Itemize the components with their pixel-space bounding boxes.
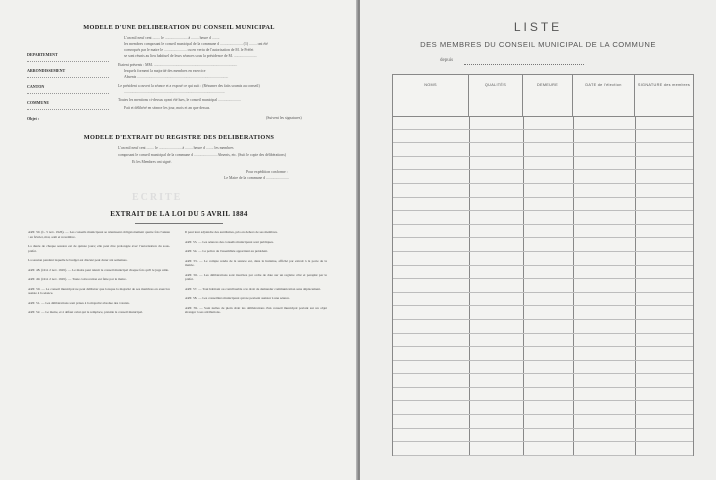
side-labels bbox=[27, 52, 113, 121]
law-article-paragraph: ART. 58. — Les conseillers municipaux qui ne peuvent assister à une séance. bbox=[185, 296, 290, 300]
law-article-paragraph: La session pendant laquelle le budget est discuté peut durer six semaines. bbox=[28, 258, 128, 262]
liste-subtitle: DES MEMBRES DU CONSEIL MUNICIPAL DE LA COMMUNE bbox=[420, 40, 656, 49]
side-label-fill-line[interactable] bbox=[27, 93, 109, 94]
law-article-paragraph: ART. 55. — Le compte rendu de la séance est, dans la huitaine, affiché par extrait à la porte de la mairie. bbox=[185, 258, 327, 267]
table-row[interactable] bbox=[393, 130, 693, 144]
table-row[interactable] bbox=[393, 388, 693, 402]
table-row[interactable] bbox=[393, 143, 693, 157]
form-text-line: Fait et délibéré en séance les jour, mois et an que dessus. bbox=[124, 106, 211, 110]
table-row[interactable] bbox=[393, 170, 693, 184]
form-text-line: Toutes les mentions ci-dessus ayant été lues, le conseil municipal ........................ bbox=[118, 98, 241, 102]
depuis-fill-line[interactable] bbox=[464, 64, 584, 65]
table-row[interactable] bbox=[393, 157, 693, 171]
side-label-block bbox=[27, 84, 113, 94]
col-demeure: DEMEURE bbox=[523, 75, 573, 116]
table-row[interactable] bbox=[393, 184, 693, 198]
side-label-block bbox=[27, 116, 113, 121]
table-row[interactable] bbox=[393, 334, 693, 348]
table-row[interactable] bbox=[393, 374, 693, 388]
form-text-line: les membres composant le conseil municipal de la commune d ........................ (1) ........ ont été bbox=[124, 42, 268, 46]
law-article-paragraph: ART. 50. — Le conseil municipal ne peut délibérer que lorsque la majorité de ses membres en exercice assiste à la séance. bbox=[28, 286, 170, 295]
law-extract-title: EXTRAIT DE LA LOI DU 5 AVRIL 1884 bbox=[110, 210, 248, 218]
table-row[interactable] bbox=[393, 306, 693, 320]
table-row[interactable] bbox=[393, 347, 693, 361]
law-article-paragraph: ART. 51. — Les délibérations sont prises à la majorité absolue des votants. bbox=[28, 300, 130, 305]
side-label: COMMUNE bbox=[27, 100, 49, 105]
side-label-block bbox=[27, 52, 113, 62]
form-text-line: lesquels forment la majorité des membres en exercice bbox=[124, 69, 206, 73]
law-text-column-left bbox=[28, 230, 170, 470]
extract-mayor-label: Le Maire de la commune d ........................ bbox=[224, 176, 289, 180]
liste-title: LISTE bbox=[513, 20, 563, 34]
col-qualites: QUALITÉS bbox=[469, 75, 523, 116]
form-text-line: L'an mil neuf cent ........ le ........................ à ........ heure d ........ bbox=[124, 36, 220, 40]
ghost-stamp-text: ECRITE bbox=[132, 192, 183, 203]
law-title-divider bbox=[135, 223, 223, 224]
side-label: Objet : bbox=[27, 116, 40, 121]
law-article-paragraph: ART. 59. — Sont nulles de plein droit les délibérations d'un conseil municipal portant sur un objet étranger à ses attributions. bbox=[185, 305, 327, 314]
col-signature: SIGNATURE des membres bbox=[637, 83, 691, 87]
form-text-line: .......................................................................................................... bbox=[124, 90, 225, 94]
table-row[interactable] bbox=[393, 415, 693, 429]
table-row[interactable] bbox=[393, 116, 693, 130]
law-article-paragraph: ART. 52. — Le maire, et à défaut celui qui le remplace, préside le conseil municipal. bbox=[28, 310, 143, 314]
side-label: CANTON bbox=[27, 84, 45, 89]
law-article-paragraph: ART. 48. (Ord. 2 nov. 1945). — Le maire peut réunir le conseil municipal chaque fois qu'il le juge utile. bbox=[28, 267, 169, 272]
extract-model-title: MODELE D'EXTRAIT DU REGISTRE DES DELIBERATIONS bbox=[83, 134, 275, 141]
form-text-line: se sont réunis au lieu habituel de leurs séances sous la présidence de M. ........................ bbox=[124, 54, 257, 58]
table-row[interactable] bbox=[393, 361, 693, 375]
side-label-fill-line[interactable] bbox=[27, 61, 109, 62]
depuis-label: depuis bbox=[440, 58, 454, 63]
law-article-paragraph: ART. 53. — Les séances des conseils municipaux sont publiques. bbox=[185, 239, 274, 244]
law-article-paragraph: ART. 54. — La police de l'assemblée appartient au président. bbox=[185, 249, 269, 253]
extract-text-line: Et les Membres ont signé. bbox=[132, 160, 172, 164]
table-row[interactable] bbox=[393, 238, 693, 252]
members-table-header bbox=[393, 75, 693, 117]
table-row[interactable] bbox=[393, 198, 693, 212]
extract-certified-label: Pour expédition conforme : bbox=[246, 170, 288, 174]
table-row[interactable] bbox=[393, 211, 693, 225]
col-noms: NOMS bbox=[393, 75, 469, 116]
signatures-note: (Suivent les signatures) bbox=[266, 116, 302, 120]
table-row[interactable] bbox=[393, 401, 693, 415]
side-label: DEPARTEMENT bbox=[27, 52, 58, 57]
form-text-line: Etaient présents : MM. ........................................................................................ bbox=[118, 63, 238, 67]
table-row[interactable] bbox=[393, 252, 693, 266]
table-row[interactable] bbox=[393, 293, 693, 307]
side-label-fill-line[interactable] bbox=[27, 77, 109, 78]
side-label: ARRONDISSEMENT bbox=[27, 68, 66, 73]
law-article-paragraph: La durée de chaque session est de quinze jours; elle peut être prolongée avec l'autorisation du sous-préfet. bbox=[28, 244, 170, 253]
law-article-paragraph: ART. 57. — Tout habitant ou contribuable a le droit de demander communication sans déplacement. bbox=[185, 286, 321, 291]
form-text-line: Absents ................................................................................................ bbox=[124, 75, 229, 79]
table-row[interactable] bbox=[393, 320, 693, 334]
form-text-line: Le président a ouvert la séance et a exposé ce qui suit : (Résumer des faits soumis au conseil) bbox=[118, 84, 260, 88]
law-article-paragraph: ART. 50. (L. 5 nov. 1926). — Les conseils municipaux se réunissent obligatoirement quatre fois l'année : en février, mai, août et novembre. bbox=[28, 230, 170, 239]
table-row[interactable] bbox=[393, 279, 693, 293]
table-row[interactable] bbox=[393, 429, 693, 443]
form-text-line: convoqués par le maire le ........................ ou en vertu de l'autorisation de M. le Préfet bbox=[124, 48, 254, 52]
deliberation-form-model bbox=[20, 18, 338, 203]
side-label-block bbox=[27, 68, 113, 78]
extract-text-line: composant le conseil municipal de la commune d ........................ Absents, etc. (Suit le copie des délibérations) bbox=[118, 153, 286, 157]
side-label-block bbox=[27, 100, 113, 110]
law-text-column-right bbox=[185, 230, 327, 470]
table-row[interactable] bbox=[393, 442, 693, 456]
table-row[interactable] bbox=[393, 266, 693, 280]
table-row[interactable] bbox=[393, 225, 693, 239]
extract-text-line: L'an mil neuf cent ........ le ........................ à ........ heure d ........ les membres bbox=[118, 146, 234, 150]
members-table bbox=[392, 74, 694, 456]
right-page bbox=[360, 0, 716, 480]
law-article-paragraph: Il peut leur adjoindre des auxiliaires, pris en dehors de ses membres. bbox=[185, 230, 278, 234]
deliberation-model-title: MODELE D'UNE DELIBERATION DU CONSEIL MUNICIPAL bbox=[83, 24, 275, 31]
members-table-body bbox=[393, 116, 693, 455]
law-article-paragraph: ART. 49. (Ord. 2 nov. 1945). — Toute convocation est faite par le maire. bbox=[28, 277, 127, 281]
side-label-fill-line[interactable] bbox=[27, 109, 109, 110]
law-article-paragraph: ART. 56. — Les délibérations sont inscrites par ordre de date sur un registre côté et paraphé par le préfet. bbox=[185, 272, 327, 281]
col-date-election: DATE de l'élection bbox=[573, 75, 635, 116]
